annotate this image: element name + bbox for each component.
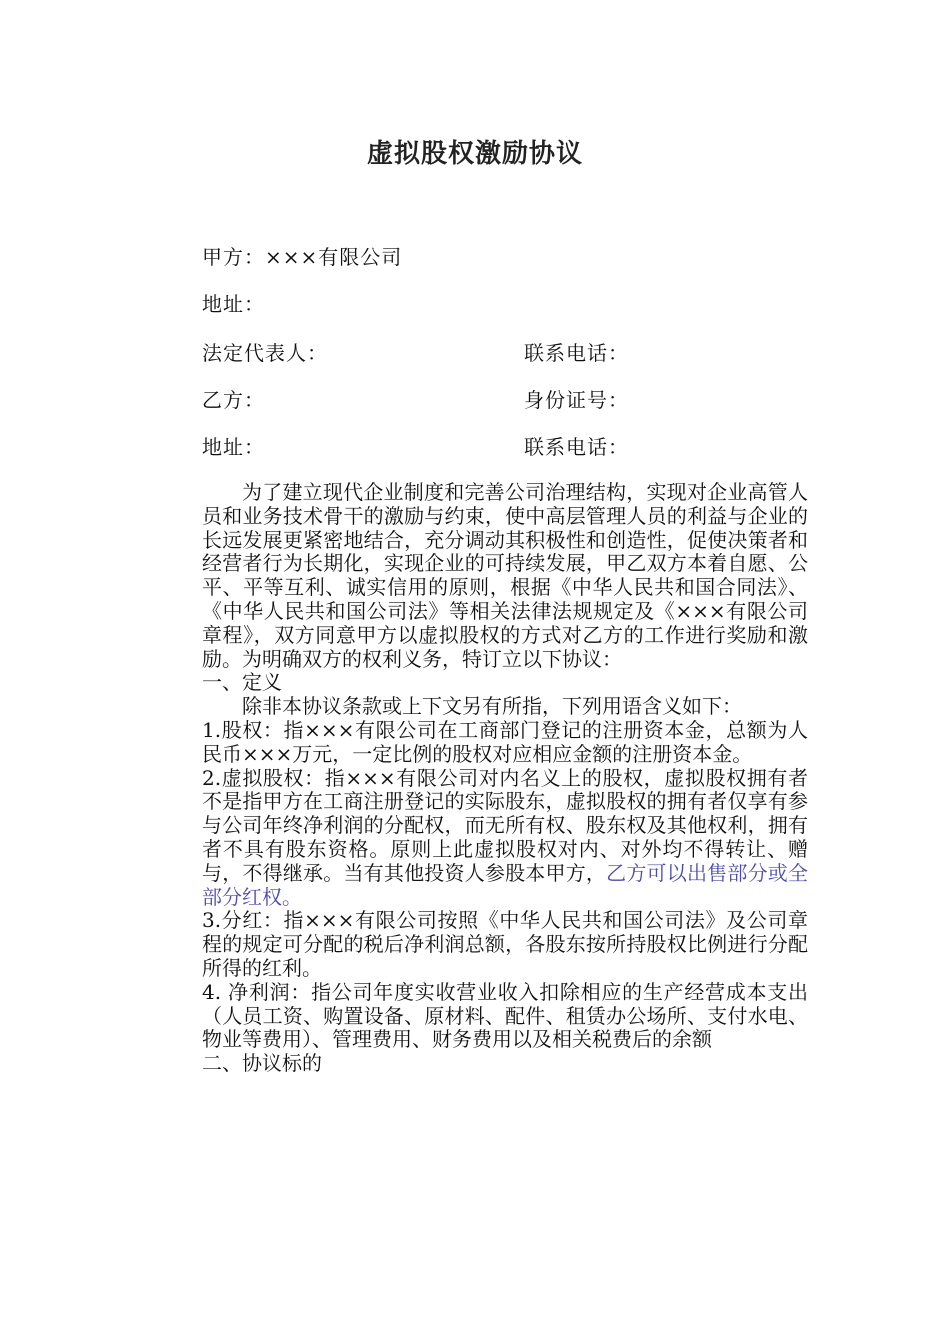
party-b-address: 地址： — [202, 435, 265, 459]
definition-equity: 1.股权：指×××有限公司在工商部门登记的注册资本金，总额为人民币×××万元，一定比例的股权对应相应金额的注册资本金。 — [202, 717, 808, 766]
section-heading-subject: 二、协议标的 — [202, 1051, 322, 1076]
legal-representative: 法定代表人： — [202, 341, 328, 365]
party-b-name: 乙方： — [202, 388, 265, 412]
party-a-phone: 联系电话： — [524, 341, 629, 365]
definitions-intro: 除非本协议条款或上下文另有所指，下列用语含义如下： — [242, 694, 742, 719]
preamble-paragraph: 为了建立现代企业制度和完善公司治理结构，实现对企业高管人员和业务技术骨干的激励与约束，使中高层管理人员的利益与企业的长远发展更紧密地结合，充分调动其积极性和创造性，促使决策者和经营者行为长期化，实现企业的可持续发展，甲乙双方本着自愿、公平、平等互利、诚实信用的原则，根据《中华人民共和国合同法》、《中华人民共和国公司法》等相关法律法规规定及《×××有限公司章程》，双方同意甲方以虚拟股权的方式对乙方的工作进行奖励和激励。为明确双方的权利义务，特订立以下协议： — [202, 480, 808, 671]
definition-virtual-equity — [202, 767, 808, 910]
definition-virtual-equity-highlight: 乙方可以出售部分或全部分红权。 — [202, 860, 809, 909]
party-b-id-number: 身份证号： — [524, 388, 629, 412]
definition-virtual-equity-text: 2.虚拟股权：指×××有限公司对内名义上的股权，虚拟股权拥有者不是指甲方在工商注册登记的实际股东，虚拟股权的拥有者仅享有参与公司年终净利润的分配权，而无所有权、股东权及其他权利，拥有者不具有股东资格。原则上此虚拟股权对内、对外均不得转让、赠与，不得继承。当有其他投资人参股本甲方， — [202, 765, 808, 885]
party-a-name: 甲方：×××有限公司 — [202, 245, 403, 269]
document-title: 虚拟股权激励协议 — [366, 139, 583, 169]
party-b-phone: 联系电话： — [524, 435, 629, 459]
definition-dividend: 3.分红：指×××有限公司按照《中华人民共和国公司法》及公司章程的规定可分配的税后净利润总额，各股东按所持股权比例进行分配所得的红利。 — [202, 908, 808, 980]
section-heading-definitions: 一、定义 — [202, 670, 282, 695]
definition-net-profit: 4. 净利润：指公司年度实收营业收入扣除相应的生产经营成本支出（人员工资、购置设备、原材料、配件、租赁办公场所、支付水电、物业等费用）、管理费用、财务费用以及相关税费后的余额 — [202, 979, 808, 1052]
party-a-address: 地址： — [202, 292, 265, 316]
agreement-body — [202, 481, 808, 1076]
